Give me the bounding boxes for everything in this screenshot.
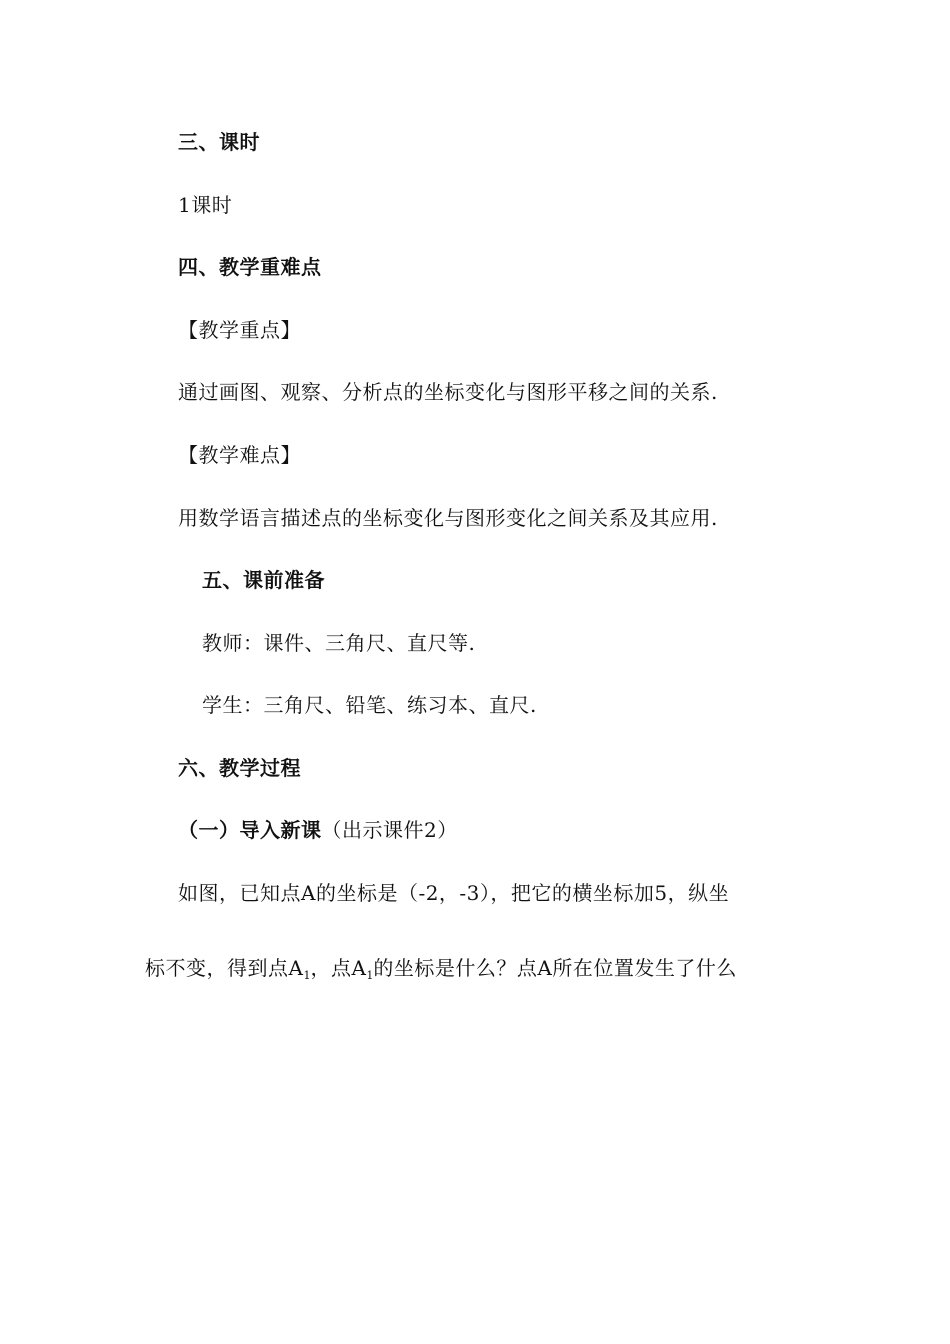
intro-text-b: ，点A <box>310 956 367 980</box>
part-1-heading <box>178 816 458 844</box>
section-5-heading: 五、课前准备 <box>202 568 325 592</box>
student-prep: 学生：三角尺、铅笔、练习本、直尺. <box>202 693 537 717</box>
subscript-1: 1 <box>303 969 311 982</box>
intro-paragraph-line-1: 如图，已知点A的坐标是（-2，-3），把它的横坐标加5，纵坐 <box>178 881 730 905</box>
difficult-points-body: 用数学语言描述点的坐标变化与图形变化之间关系及其应用. <box>178 506 718 530</box>
key-points-label: 【教学重点】 <box>178 318 301 342</box>
part-1-title: （一）导入新课 <box>178 818 322 842</box>
intro-text-a: 标不变，得到点A <box>145 956 304 980</box>
intro-paragraph-line-2 <box>145 954 737 986</box>
teacher-prep: 教师：课件、三角尺、直尺等. <box>202 631 476 655</box>
subscript-2: 1 <box>366 969 374 982</box>
section-3-heading: 三、课时 <box>178 130 260 154</box>
difficult-points-label: 【教学难点】 <box>178 443 301 467</box>
section-3-body: 1课时 <box>178 193 233 217</box>
section-4-heading: 四、教学重难点 <box>178 255 322 279</box>
key-points-body: 通过画图、观察、分析点的坐标变化与图形平移之间的关系. <box>178 380 718 404</box>
intro-text-c: 的坐标是什么？点A所在位置发生了什么 <box>373 956 737 980</box>
section-6-heading: 六、教学过程 <box>178 756 301 780</box>
part-1-note: （出示课件2） <box>321 818 458 842</box>
